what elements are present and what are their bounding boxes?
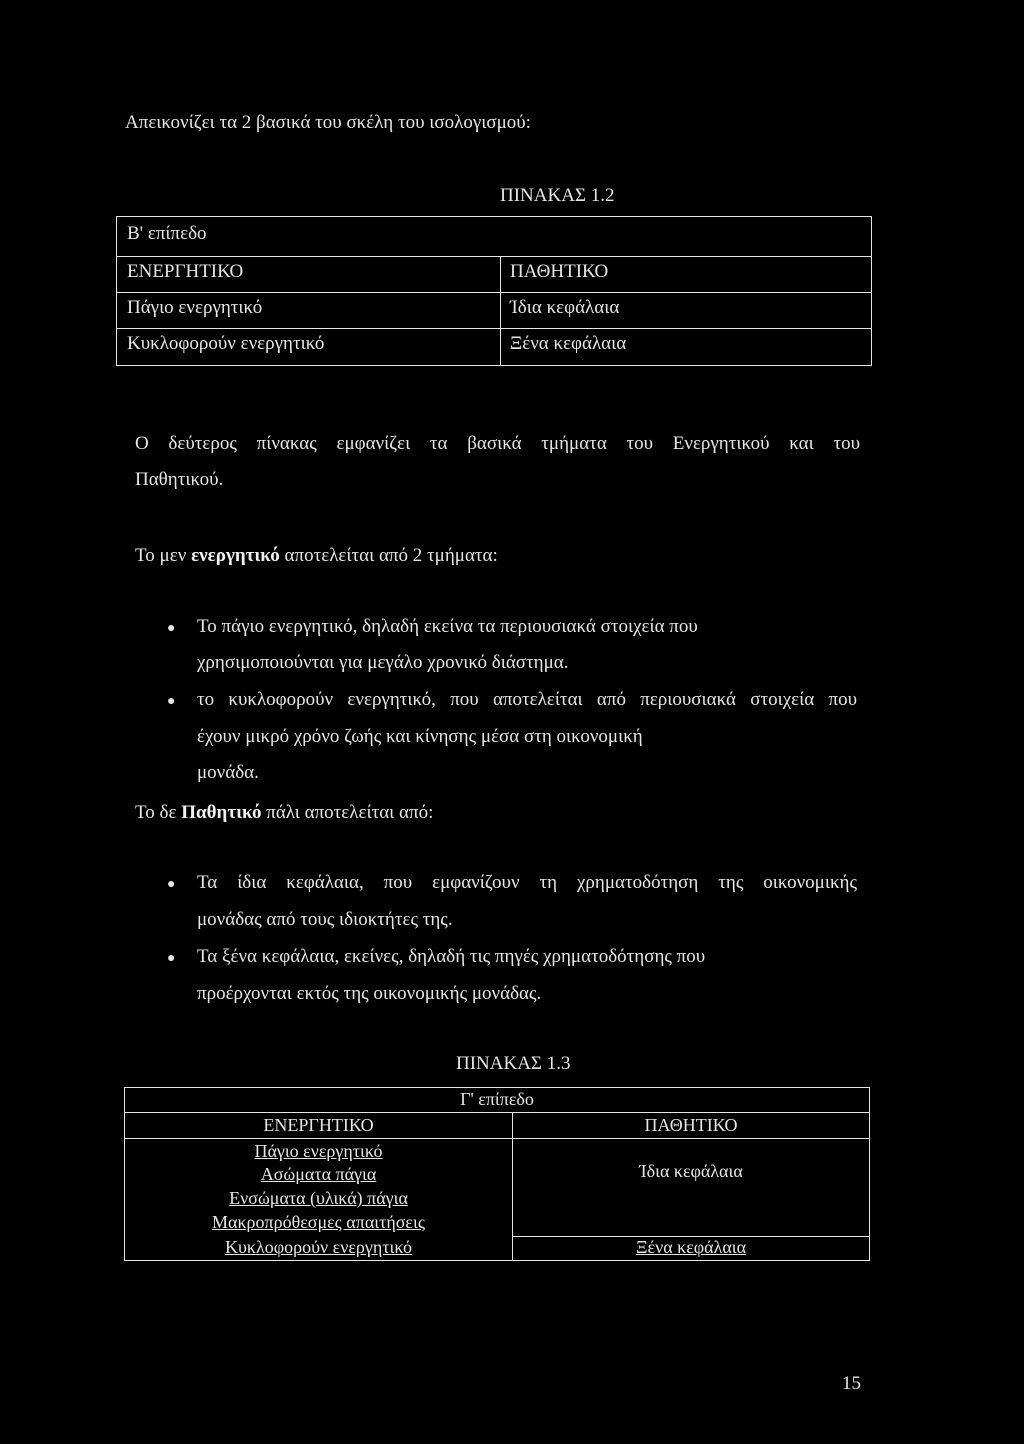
table-1-3: [124, 1087, 870, 1261]
table-1-3-equity: Ίδια κεφάλαια: [639, 1161, 743, 1181]
assets-bullet-2-cont2: μονάδα.: [197, 762, 259, 783]
table-1-3-assets-header: ΕΝΕΡΓΗΤΙΚΟ: [263, 1115, 374, 1135]
table-1-3-debt: Ξένα κεφάλαια: [635, 1237, 747, 1257]
table-1-2-asset-fixed: Πάγιο ενεργητικό: [127, 297, 263, 318]
table-1-2: [116, 216, 872, 366]
bullet-icon: ●: [167, 694, 176, 709]
assets-bold-term: ενεργητικό: [191, 545, 280, 566]
table-1-2-caption: ΠΙΝΑΚΑΣ 1.2: [500, 185, 615, 206]
page-number: 15: [842, 1373, 861, 1394]
table-1-3-level: Γ' επίπεδο: [460, 1089, 534, 1109]
table-1-2-equity: Ίδια κεφάλαια: [510, 297, 620, 318]
liabilities-intro: Το δε Παθητικό πάλι αποτελείται από:: [135, 802, 434, 823]
assets-bullet-1: ● Το πάγιο ενεργητικό, δηλαδή εκείνα τα περιουσιακά στοιχεία που: [197, 616, 857, 638]
paragraph-1-line2: Παθητικού.: [135, 469, 224, 490]
liabilities-bullet-1: ● Τα ίδια κεφάλαια, που εμφανίζουν τη χρηματοδότηση της οικονομικής: [197, 872, 857, 894]
table-1-3-asset-fixed: Πάγιο ενεργητικό: [254, 1141, 383, 1161]
assets-bullet-2-cont: έχουν μικρό χρόνο ζωής και κίνησης μέσα στη οικονομική: [197, 726, 643, 747]
liabilities-bold-term: Παθητικό: [181, 802, 262, 823]
assets-bullet-1-cont: χρησιμοποιούνται για μεγάλο χρονικό διάστημα.: [197, 652, 569, 673]
table-1-3-liabilities-header: ΠΑΘΗΤΙΚΟ: [644, 1115, 738, 1135]
liabilities-bullet-1-cont: μονάδας από τους ιδιοκτήτες της.: [197, 909, 453, 930]
assets-bullet-2: ● το κυκλοφορούν ενεργητικό, που αποτελείται από περιουσιακά στοιχεία που: [197, 689, 857, 711]
bullet-icon: ●: [167, 877, 176, 892]
table-1-3-asset-intangible: Ασώματα πάγια: [260, 1164, 377, 1184]
assets-intro: Το μεν ενεργητικό αποτελείται από 2 τμήματα:: [135, 545, 498, 566]
intro-text: Απεικονίζει τα 2 βασικά του σκέλη του ισολογισμού:: [125, 112, 531, 133]
liabilities-bullet-2-cont: προέρχονται εκτός της οικονομικής μονάδας.: [197, 983, 542, 1004]
bullet-icon: ●: [167, 621, 176, 636]
table-1-3-asset-current: Κυκλοφορούν ενεργητικό: [225, 1237, 412, 1257]
table-1-3-asset-longterm-receivables: Μακροπρόθεσμες απαιτήσεις: [212, 1212, 425, 1232]
table-1-2-liabilities-header: ΠΑΘΗΤΙΚΟ: [510, 261, 609, 282]
table-1-2-asset-current: Κυκλοφορούν ενεργητικό: [127, 333, 325, 354]
table-1-3-caption: ΠΙΝΑΚΑΣ 1.3: [456, 1053, 571, 1074]
paragraph-1-line1: Ο δεύτερος πίνακας εμφανίζει τα βασικά τμήματα του Ενεργητικού και του: [135, 433, 860, 454]
table-1-3-asset-tangible: Ενσώματα (υλικά) πάγια: [229, 1188, 408, 1208]
bullet-icon: ●: [167, 951, 176, 966]
table-1-2-assets-header: ΕΝΕΡΓΗΤΙΚΟ: [127, 261, 244, 282]
table-1-2-debt: Ξένα κεφάλαια: [510, 333, 627, 354]
table-1-2-level: Β' επίπεδο: [127, 223, 207, 244]
liabilities-bullet-2: ● Τα ξένα κεφάλαια, εκείνες, δηλαδή τις πηγές χρηματοδότησης που: [197, 946, 857, 968]
